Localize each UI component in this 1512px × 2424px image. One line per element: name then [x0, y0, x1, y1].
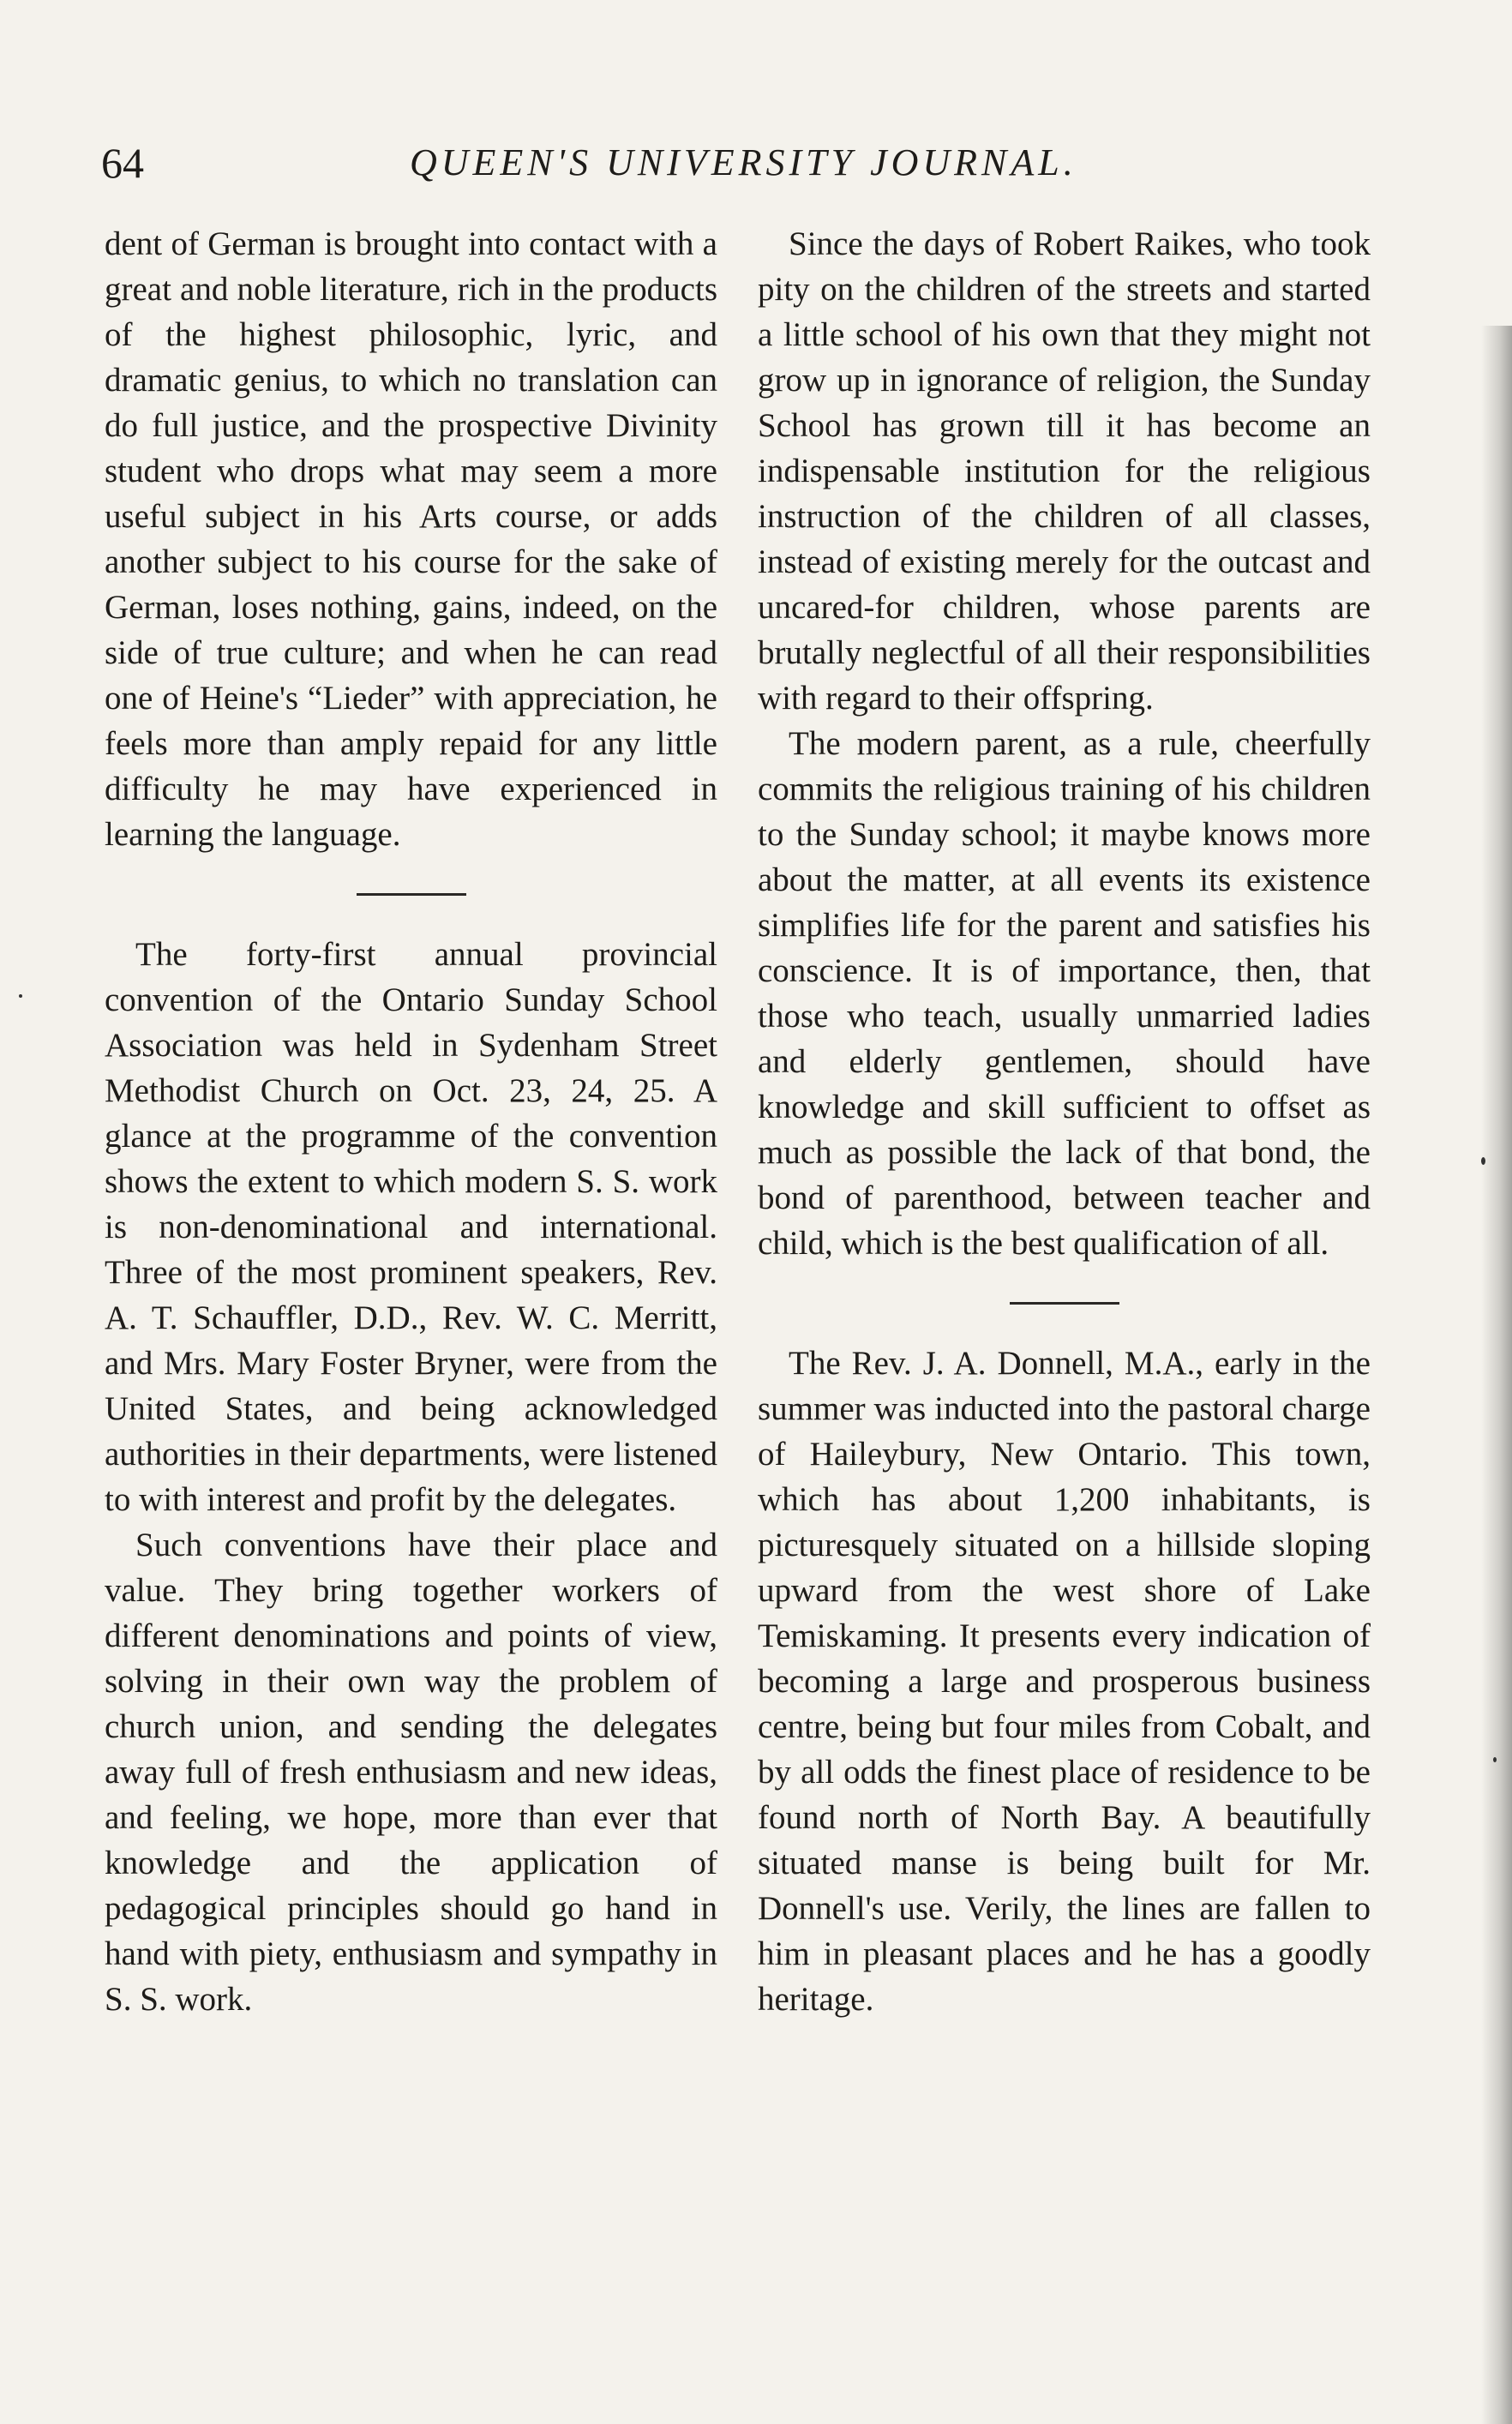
page-number: 64 [101, 139, 144, 187]
german-study-paragraph: dent of German is brought into contact with a great and noble literature, rich in the products of the highest philosophic, lyric, and dramatic genius, to which no translation can do full justice, and the prospective Divinity student who drops what may seem a more useful subject in his Arts course, or adds another subject to his course for the sake of German, loses nothing, gains, indeed, on the side of true culture; and when he can read one of Heine's “Lieder” with appreciation, he feels more than amply repaid for any little difficulty he may have experienced in learning the language. [105, 225, 717, 853]
print-speck [19, 994, 22, 998]
sunday-school-history-paragraph: Since the days of Robert Raikes, who took pity on the children of the streets and started a little school of his own that they might not grow up in ignorance of religion, the Sunday School has grown till it has become an indispensable institution for the religious instruction of the children of all classes, instead of existing merely for the outcast and uncared-for children, whose parents are brutally neglectful of all their responsibilities with regard to their offspring. [758, 225, 1371, 717]
page-header [101, 129, 1095, 197]
left-column [105, 221, 717, 2022]
running-title: QUEEN'S UNIVERSITY JOURNAL. [410, 141, 1077, 183]
convention-paragraph: The forty-first annual provincial convention of the Ontario Sunday School Association was held in Sydenham Street Methodist Church on Oct. 23, 24, 25. A glance at the programme of the convention shows the extent to which modern S. S. work is non-denominational and international. Three of the most prominent speakers, Rev. A. T. Schauffler, D.D., Rev. W. C. Merritt, and Mrs. Mary Foster Bryner, were from the United States, and being acknowledged authorities in their departments, were listened to with interest and profit by the delegates. [105, 936, 717, 1518]
page-edge-shadow [1481, 326, 1512, 2424]
right-column [758, 221, 1371, 2022]
conventions-value-paragraph: Such conventions have their place and value. They bring together workers of different denominations and points of view, solving in their own way the problem of church union, and sending the delegates away full of fresh enthusiasm and new ideas, and feeling, we hope, more than ever that knowledge and the application of pedagogical principles should go hand in hand with piety, enthusiasm and sympathy in S. S. work. [105, 1527, 717, 2018]
donnell-paragraph: The Rev. J. A. Donnell, M.A., early in the summer was inducted into the pastoral charge of Haileybury, New Ontario. This town, which has about 1,200 inhabitants, is picturesquely situated on a hillside sloping upward from the west shore of Lake Temiskaming. It presents every indication of becoming a large and prosperous business centre, being but four miles from Cobalt, and by all odds the finest place of residence to be found north of North Bay. A beautifully situated manse is being built for Mr. Donnell's use. Verily, the lines are fallen to him in pleasant places and he has a goodly heritage. [758, 1345, 1371, 2018]
modern-parent-paragraph: The modern parent, as a rule, cheerfully commits the religious training of his children to the Sunday school; it maybe knows more about the matter, at all events its existence simplifies life for the parent and satisfies his conscience. It is of importance, then, that those who teach, usually unmarried ladies and elderly gentlemen, should have knowledge and skill sufficient to offset as much as possible the lack of that bond, the bond of parenthood, between teacher and child, which is the best qualification of all. [758, 725, 1371, 1262]
section-divider [1010, 1302, 1119, 1305]
section-divider [357, 893, 466, 896]
